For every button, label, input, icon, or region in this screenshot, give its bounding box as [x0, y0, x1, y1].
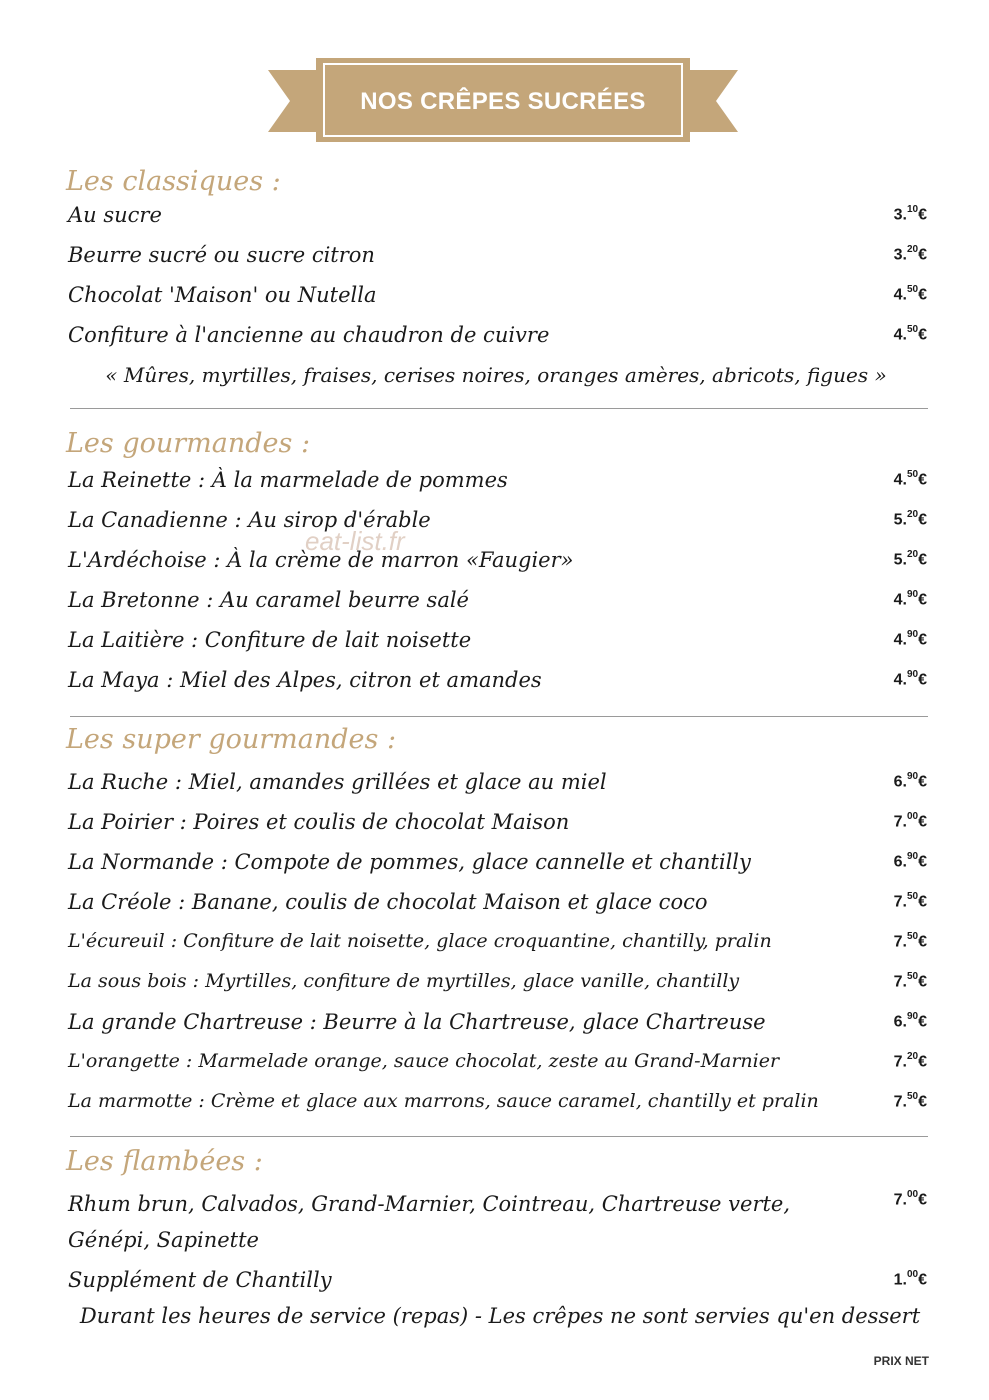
item-price: 7.50€: [893, 1091, 927, 1111]
section-title-gourmandes: Les gourmandes :: [66, 428, 311, 459]
menu-item: [68, 323, 927, 357]
menu-item: [68, 1268, 927, 1302]
item-price: 4.50€: [893, 284, 927, 304]
item-name: Beurre sucré ou sucre citron: [68, 243, 375, 267]
item-name: La Bretonne : Au caramel beurre salé: [68, 588, 469, 612]
item-name: La grande Chartreuse : Beurre à la Chartreuse, glace Chartreuse: [68, 1010, 766, 1034]
section-title-super-gourmandes: Les super gourmandes :: [66, 724, 397, 755]
item-price: 4.90€: [893, 589, 927, 609]
confiture-note: « Mûres, myrtilles, fraises, cerises noires, oranges amères, abricots, figues »: [105, 363, 887, 387]
menu-item: [68, 930, 927, 964]
menu-item: [68, 770, 927, 804]
item-price: 4.90€: [893, 629, 927, 649]
item-name: La sous bois : Myrtilles, confiture de myrtilles, glace vanille, chantilly: [68, 970, 740, 992]
item-price: 3.10€: [893, 204, 927, 224]
menu-item: [68, 283, 927, 317]
item-price: 3.20€: [893, 244, 927, 264]
item-name: La Ruche : Miel, amandes grillées et glace au miel: [68, 770, 607, 794]
item-price: 5.20€: [893, 549, 927, 569]
item-name: Supplément de Chantilly: [68, 1268, 332, 1292]
section-title-flambees: Les flambées :: [66, 1146, 263, 1177]
item-name: Confiture à l'ancienne au chaudron de cuivre: [68, 323, 550, 347]
menu-item: [68, 508, 927, 542]
item-price: 7.50€: [893, 931, 927, 951]
item-name: L'orangette : Marmelade orange, sauce chocolat, zeste au Grand-Marnier: [68, 1050, 780, 1072]
item-price: 7.50€: [893, 891, 927, 911]
item-price: 7.00€: [893, 811, 927, 831]
item-price: 7.50€: [893, 971, 927, 991]
menu-item: [68, 890, 927, 924]
header-ribbon: [268, 58, 738, 142]
item-name: L'Ardéchoise : À la crème de marron «Faugier»: [68, 548, 574, 572]
divider: [70, 716, 928, 717]
menu-item: [68, 810, 927, 844]
menu-item: [68, 668, 927, 702]
item-name: La Laitière : Confiture de lait noisette: [68, 628, 472, 652]
item-name: La Poirier : Poires et coulis de chocolat Maison: [68, 810, 570, 834]
item-name: La Créole : Banane, coulis de chocolat Maison et glace coco: [68, 890, 708, 914]
item-name: L'écureuil : Confiture de lait noisette, glace croquantine, chantilly, pralin: [68, 930, 772, 952]
item-price: 7.20€: [893, 1051, 927, 1071]
page-title: NOS CRÊPES SUCRÉES: [360, 88, 646, 115]
menu-item: [68, 1010, 927, 1044]
divider: [70, 408, 928, 409]
item-price: 5.20€: [893, 509, 927, 529]
item-price: 4.90€: [893, 669, 927, 689]
menu-item: [68, 468, 927, 502]
menu-item: [68, 243, 927, 277]
service-note: Durant les heures de service (repas) - Les crêpes ne sont servies qu'en dessert: [79, 1304, 921, 1328]
divider: [70, 1136, 928, 1137]
item-price: 1.00€: [893, 1269, 927, 1289]
item-name: La Reinette : À la marmelade de pommes: [68, 468, 508, 492]
item-name: Rhum brun, Calvados, Grand-Marnier, Cointreau, Chartreuse verte,: [68, 1192, 791, 1216]
item-name: Chocolat 'Maison' ou Nutella: [68, 283, 377, 307]
watermark: eat-list.fr: [305, 526, 405, 556]
menu-item: [68, 628, 927, 662]
item-name: La marmotte : Crème et glace aux marrons, sauce caramel, chantilly et pralin: [68, 1090, 819, 1112]
prix-net-label: PRIX NET: [873, 1354, 929, 1368]
item-price: 6.90€: [893, 771, 927, 791]
item-price: 4.50€: [893, 324, 927, 344]
menu-item: [68, 1050, 927, 1084]
menu-item: [68, 850, 927, 884]
item-price: 6.90€: [893, 851, 927, 871]
item-price: 4.50€: [893, 469, 927, 489]
menu-item: [68, 203, 927, 237]
item-name: La Normande : Compote de pommes, glace cannelle et chantilly: [68, 850, 751, 874]
item-name: Au sucre: [68, 203, 162, 227]
item-name: La Maya : Miel des Alpes, citron et amandes: [68, 668, 542, 692]
section-title-classiques: Les classiques :: [66, 166, 281, 197]
menu-item: [68, 970, 927, 1004]
menu-item: [68, 548, 927, 582]
item-name: La Canadienne : Au sirop d'érable: [68, 508, 431, 532]
menu-item: [68, 588, 927, 622]
item-price: 6.90€: [893, 1011, 927, 1031]
menu-item: [68, 1090, 927, 1124]
item-price: 7.00€: [893, 1189, 927, 1209]
menu-item: [68, 1189, 927, 1262]
item-name-line2: Génépi, Sapinette: [68, 1228, 259, 1252]
